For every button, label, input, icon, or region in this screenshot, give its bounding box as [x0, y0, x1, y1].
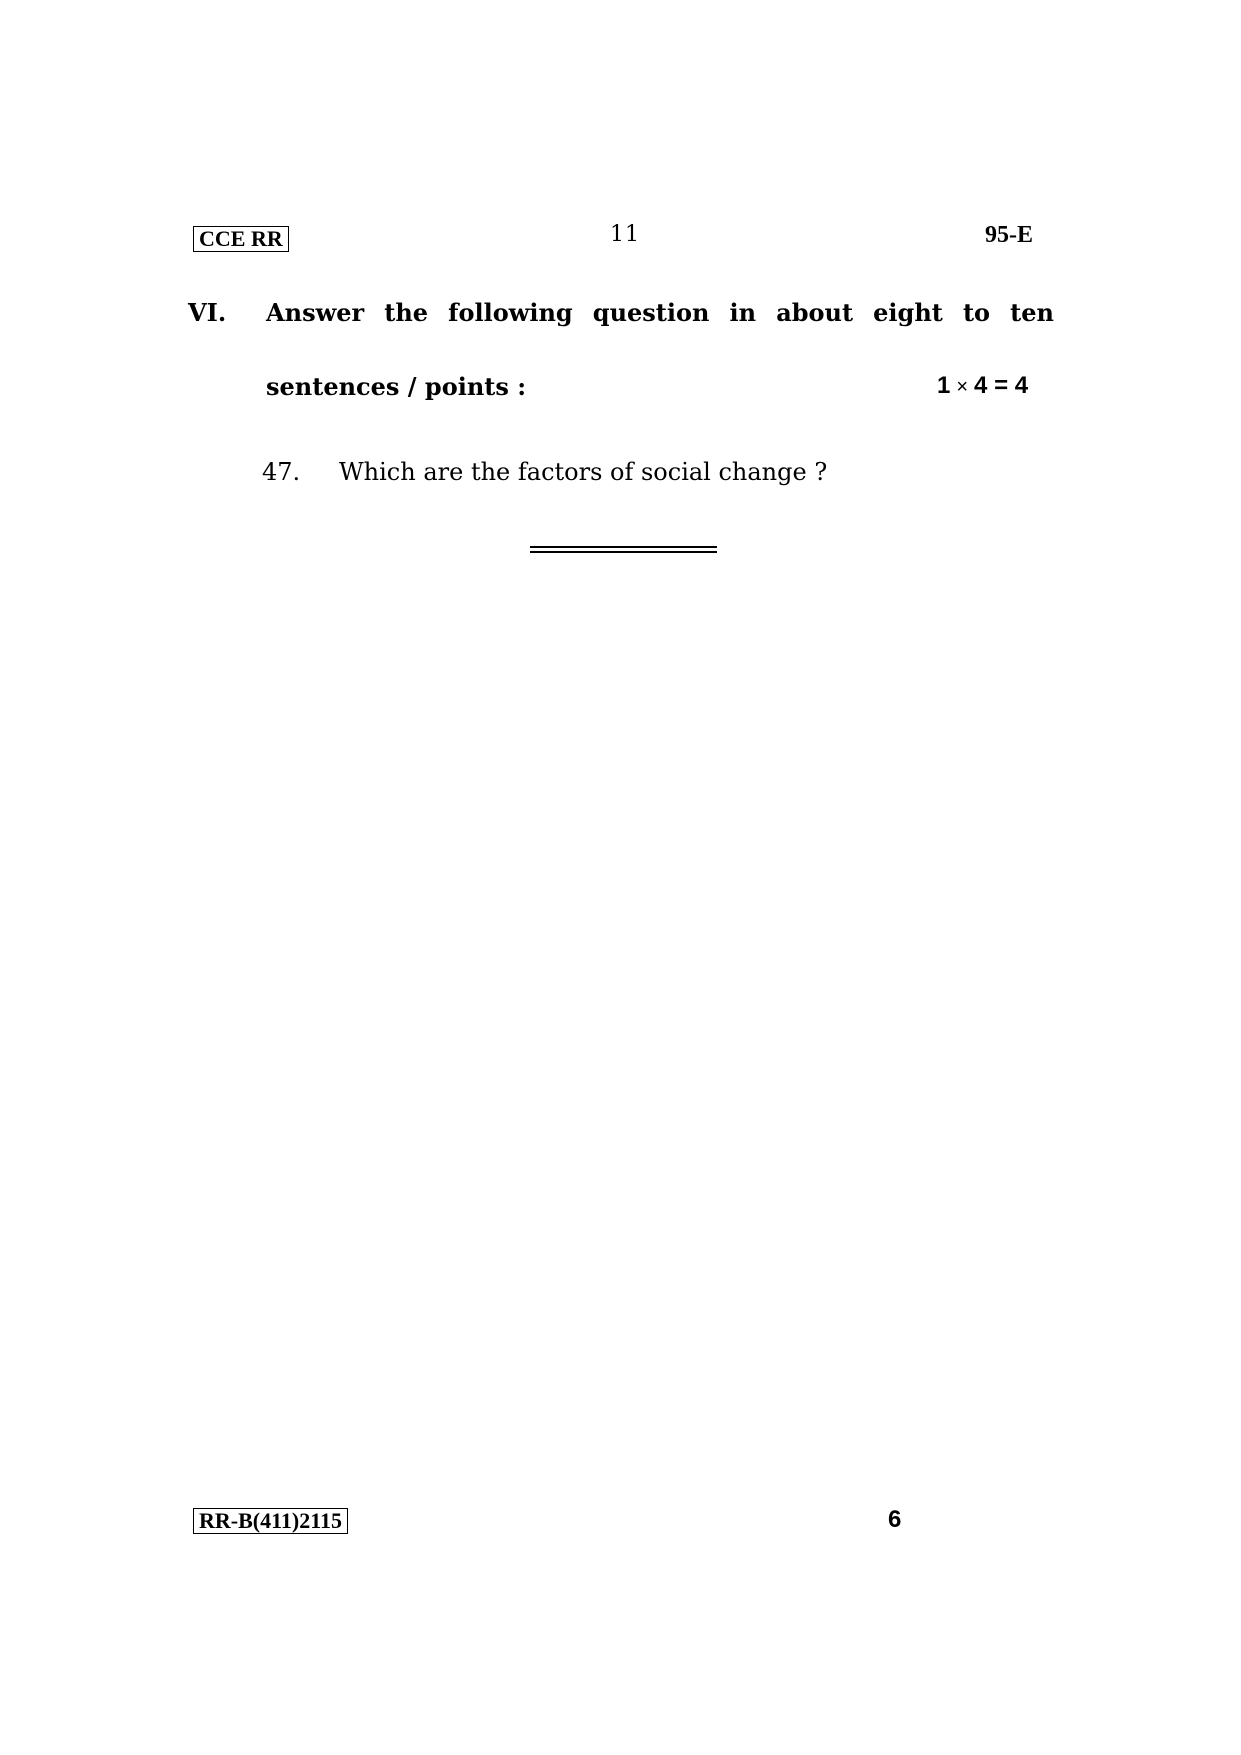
page-number: 11	[610, 222, 640, 247]
marks-count: 1	[937, 372, 951, 399]
end-of-section-double-rule	[530, 546, 717, 553]
header-code-box: CCE RR	[193, 226, 289, 252]
instruction-word: eight	[873, 298, 943, 327]
section-instruction-line-1	[266, 298, 1054, 327]
instruction-word: Answer	[266, 298, 365, 327]
times-symbol: ×	[956, 376, 969, 398]
marks-total: 4 = 4	[974, 372, 1029, 399]
instruction-word: to	[962, 298, 991, 327]
question-number: 47.	[262, 458, 301, 486]
section-number: VI.	[188, 298, 227, 327]
instruction-word: the	[384, 298, 429, 327]
instruction-word: question	[592, 298, 710, 327]
instruction-word: in	[729, 298, 757, 327]
footer-page-number: 6	[888, 1506, 902, 1533]
instruction-word: following	[448, 298, 573, 327]
footer-code-box: RR-B(411)2115	[193, 1508, 348, 1534]
section-instruction-line-2: sentences / points :	[266, 372, 527, 401]
instruction-word: ten	[1010, 298, 1054, 327]
instruction-word: about	[776, 298, 854, 327]
section-marks	[937, 372, 1028, 400]
question-text: Which are the factors of social change ?	[339, 458, 828, 486]
paper-code: 95-E	[985, 222, 1033, 248]
